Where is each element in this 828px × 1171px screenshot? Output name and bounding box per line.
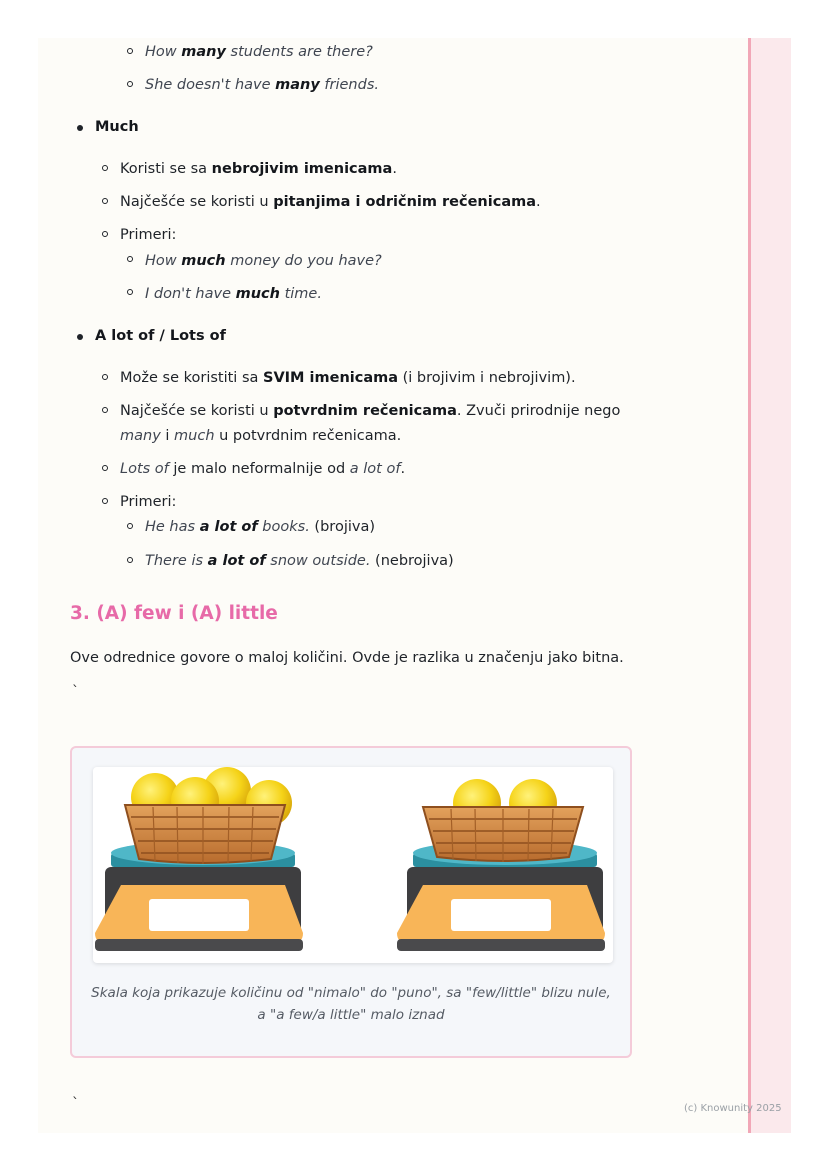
- circle-bullet-icon: [102, 231, 108, 237]
- lotof-point-1: Može se koristiti sa SVIM imenicama (i brojivim i nebrojivim).: [120, 370, 576, 386]
- basket-icon: [125, 805, 285, 864]
- much-examples-label: Primeri:: [120, 227, 177, 243]
- circle-bullet-icon: [127, 81, 133, 87]
- lotof-point-3: Lots of je malo neformalnije od a lot of.: [120, 461, 406, 477]
- disc-bullet-icon: [77, 125, 83, 131]
- disc-bullet-icon: [77, 334, 83, 340]
- section-3-intro: Ove odrednice govore o maloj količini. Ovde je razlika u značenju jako bitna.: [70, 650, 624, 666]
- right-scale: [397, 779, 605, 951]
- figure-caption-line-2: a "a few/a little" malo iznad: [257, 1007, 445, 1023]
- circle-bullet-icon: [102, 498, 108, 504]
- figure-caption: [72, 982, 630, 1026]
- footer-copyright: (c) Knowunity 2025: [684, 1103, 782, 1114]
- much-title: Much: [95, 119, 139, 135]
- circle-bullet-icon: [102, 407, 108, 413]
- much-example-2: I don't have much time.: [145, 286, 322, 302]
- scales-illustration: [93, 767, 613, 963]
- circle-bullet-icon: [102, 165, 108, 171]
- circle-bullet-icon: [127, 523, 133, 529]
- lotof-point-2-line-2: many i much u potvrdnim rečenicama.: [120, 428, 402, 444]
- circle-bullet-icon: [102, 465, 108, 471]
- circle-bullet-icon: [127, 557, 133, 563]
- basket-icon: [423, 807, 583, 862]
- lotof-example-2: There is a lot of snow outside. (nebrojiva): [145, 553, 454, 569]
- circle-bullet-icon: [102, 374, 108, 380]
- many-example-2: She doesn't have many friends.: [145, 77, 379, 93]
- lotof-title: A lot of / Lots of: [95, 328, 226, 344]
- many-example-1: How many students are there?: [145, 44, 373, 60]
- figure-caption-line-1: Skala koja prikazuje količinu od "nimalo" do "puno", sa "few/little" blizu nule,: [91, 985, 611, 1001]
- much-example-1: How much money do you have?: [145, 253, 382, 269]
- lotof-point-2-line-1: Najčešće se koristi u potvrdnim rečenicama. Zvuči prirodnije nego: [120, 403, 621, 419]
- section-3-heading: 3. (A) few i (A) little: [70, 603, 278, 624]
- figure-card: [70, 746, 632, 1058]
- circle-bullet-icon: [127, 48, 133, 54]
- much-point-1: Koristi se sa nebrojivim imenicama.: [120, 161, 397, 177]
- stray-backtick: `: [72, 684, 79, 700]
- lotof-example-1: He has a lot of books. (brojiva): [145, 519, 375, 535]
- circle-bullet-icon: [127, 256, 133, 262]
- circle-bullet-icon: [102, 198, 108, 204]
- left-scale: [95, 767, 303, 951]
- stray-backtick: `: [72, 1096, 79, 1112]
- circle-bullet-icon: [127, 289, 133, 295]
- lotof-examples-label: Primeri:: [120, 494, 177, 510]
- much-point-2: Najčešće se koristi u pitanjima i odričnim rečenicama.: [120, 194, 541, 210]
